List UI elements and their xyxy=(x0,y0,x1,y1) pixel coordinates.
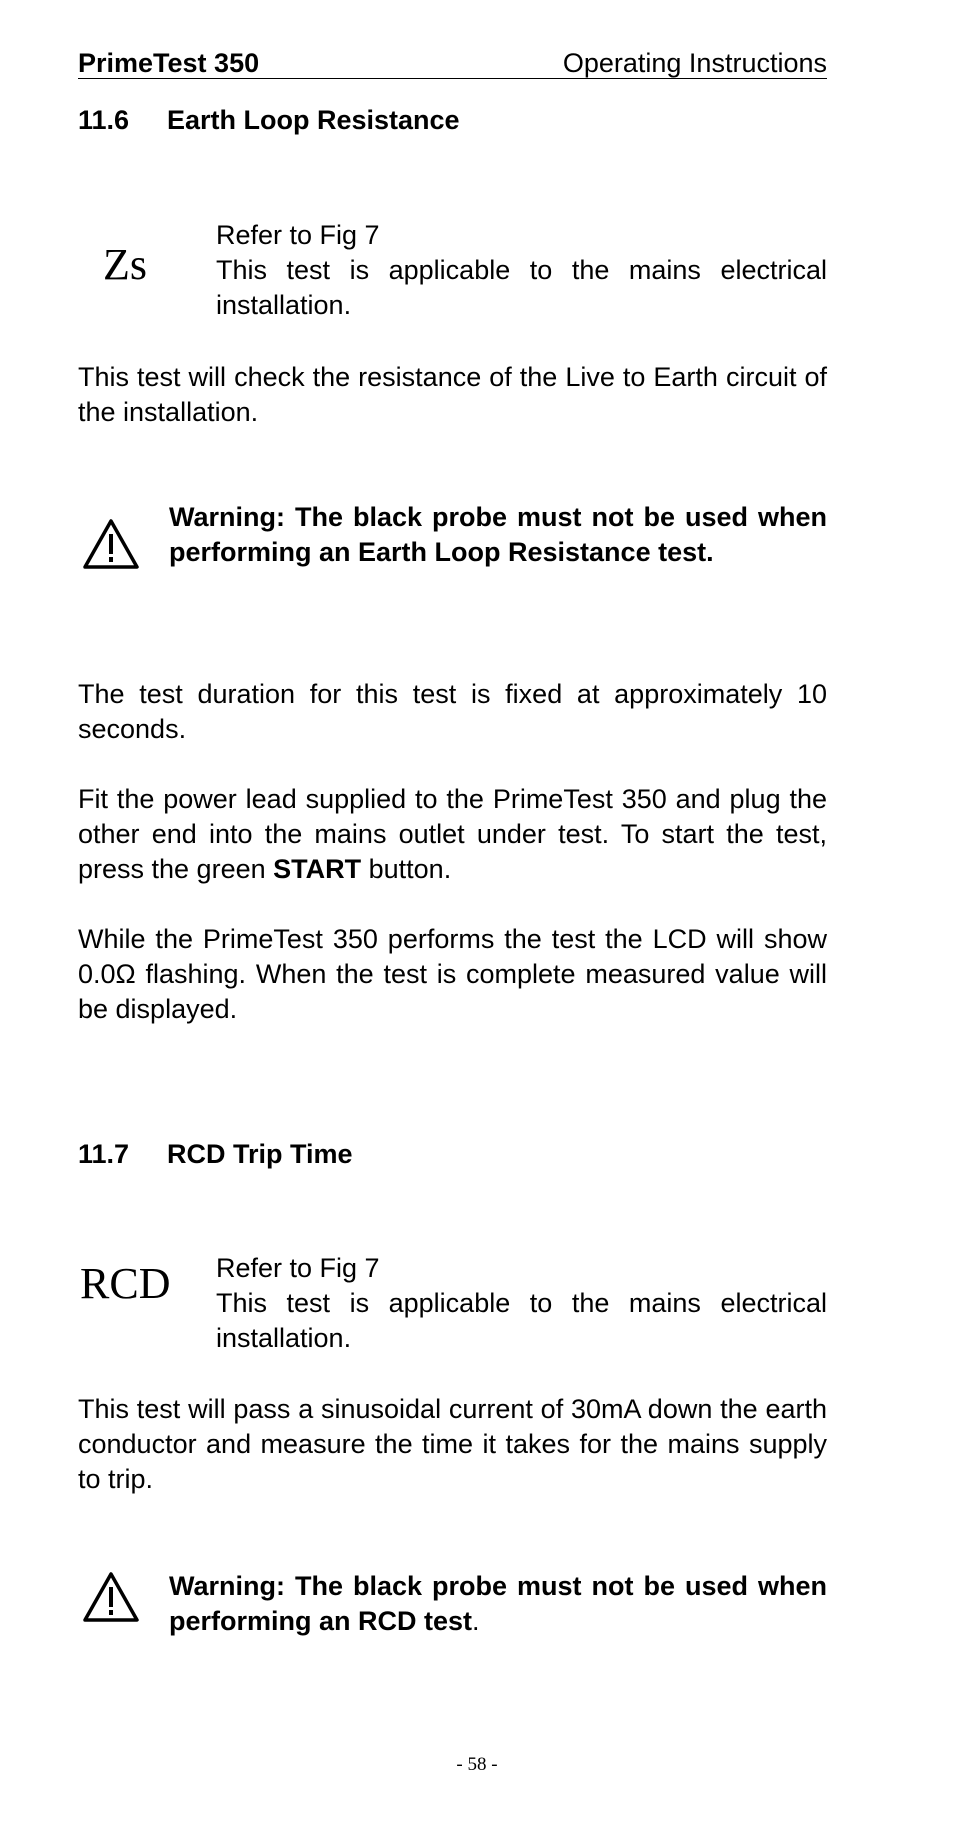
applicable-text: This test is applicable to the mains electrical installation. xyxy=(216,1288,827,1353)
applicable-text: This test is applicable to the mains electrical installation. xyxy=(216,255,827,320)
section-heading-11-7 xyxy=(78,1141,353,1168)
start-label: START xyxy=(273,854,362,884)
document-type: Operating Instructions xyxy=(562,48,827,78)
section-title: RCD Trip Time xyxy=(167,1139,353,1169)
section-title: Earth Loop Resistance xyxy=(167,105,460,135)
page-number: - 58 - xyxy=(456,1754,498,1775)
description-paragraph: This test will pass a sinusoidal current of 30mA down the earth conductor and measure the time it takes for the mains supply to trip. xyxy=(78,1394,827,1494)
refer-fig-text xyxy=(216,1251,827,1356)
duration-paragraph: The test duration for this test is fixed at approximately 10 seconds. xyxy=(78,679,827,744)
power-lead-paragraph xyxy=(78,782,827,887)
product-name: PrimeTest 350 xyxy=(78,48,260,78)
warning-text-bold: Warning: The black probe must not be used when performing an RCD test xyxy=(169,1571,827,1636)
page-header xyxy=(78,42,827,79)
lcd-paragraph: While the PrimeTest 350 performs the test the LCD will show 0.0Ω flashing. When the test is complete measured value will be displayed. xyxy=(78,924,827,1024)
zs-symbol: Zs xyxy=(103,240,147,289)
warning-text: Warning: The black probe must not be used when performing an Earth Loop Resistance test. xyxy=(169,502,827,567)
warning-icon xyxy=(82,518,140,570)
refer-line: Refer to Fig 7 xyxy=(216,220,380,250)
warning-icon xyxy=(82,1571,140,1623)
refer-fig-text xyxy=(216,218,827,323)
warning-text xyxy=(169,1569,827,1639)
rcd-symbol: RCD xyxy=(80,1259,171,1308)
section-number: 11.6 xyxy=(78,105,130,135)
refer-line: Refer to Fig 7 xyxy=(216,1253,380,1283)
power-lead-text: Fit the power lead supplied to the PrimeTest 350 and plug the other end into the mains outlet under test. To start the test, press the green xyxy=(78,784,827,884)
section-number: 11.7 xyxy=(78,1139,130,1169)
warning-text-end: . xyxy=(472,1606,480,1636)
power-lead-text-end: button. xyxy=(361,854,452,884)
description-paragraph: This test will check the resistance of the Live to Earth circuit of the installation. xyxy=(78,362,827,427)
section-heading-11-6 xyxy=(78,107,460,134)
